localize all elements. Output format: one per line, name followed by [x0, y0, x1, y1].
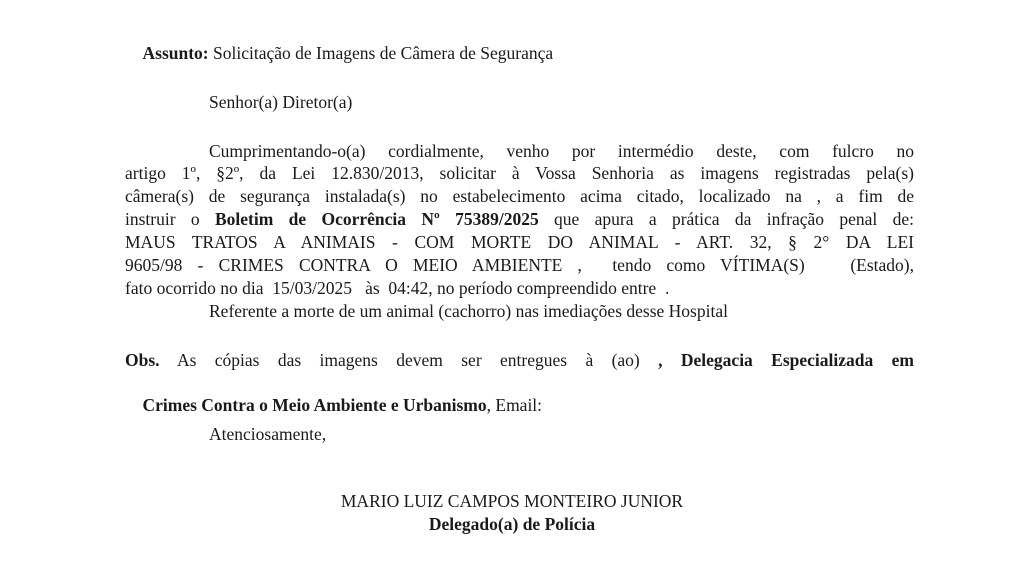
subject-text: Solicitação de Imagens de Câmera de Segurança: [208, 43, 554, 63]
obs-agency-1: , Delegacia Especializada em: [658, 350, 914, 370]
closing: Atenciosamente,: [209, 424, 327, 444]
obs-label: Obs.: [125, 350, 160, 370]
salutation: Senhor(a) Diretor(a): [209, 92, 353, 112]
obs-agency-2: Crimes Contra o Meio Ambiente e Urbanismo: [142, 395, 487, 415]
body-line-2: artigo 1º, §2º, da Lei 12.830/2013, solicitar à Vossa Senhoria as imagens registradas pela(s): [125, 163, 914, 183]
signature-title: Delegado(a) de Polícia: [428, 514, 596, 534]
obs-text: As cópias das imagens devem ser entregues à (ao): [159, 350, 659, 370]
body-line-4-a: instruir o: [125, 209, 215, 229]
obs-line-1: [125, 349, 914, 371]
subject-label: Assunto:: [142, 43, 209, 63]
body-line-4: [125, 208, 914, 230]
body-line-1: Cumprimentando-o(a) cordialmente, venho por intermédio deste, com fulcro no: [209, 141, 914, 161]
obs-line-2: [125, 372, 542, 438]
signature-name: MARIO LUIZ CAMPOS MONTEIRO JUNIOR: [340, 491, 684, 511]
body-line-3: câmera(s) de segurança instalada(s) no estabelecimento acima citado, localizado na , a fim de: [125, 186, 914, 206]
body-paragraph-2: Referente a morte de um animal (cachorro) nas imediações desse Hospital: [209, 301, 728, 321]
body-line-4-b: que apura a prática da infração penal de:: [538, 209, 915, 229]
body-line-5: MAUS TRATOS A ANIMAIS - COM MORTE DO ANIMAL - ART. 32, § 2° DA LEI: [125, 232, 914, 252]
subject-line: [125, 20, 553, 86]
police-report-number: Boletim de Ocorrência Nº 75389/2025: [214, 209, 539, 229]
body-line-6: 9605/98 - CRIMES CONTRA O MEIO AMBIENTE , tendo como VÍTIMA(S) (Estado),: [125, 255, 914, 275]
obs-email-label: , Email:: [486, 395, 543, 415]
body-line-7: fato ocorrido no dia 15/03/2025 às 04:42, no período compreendido entre .: [125, 278, 670, 298]
